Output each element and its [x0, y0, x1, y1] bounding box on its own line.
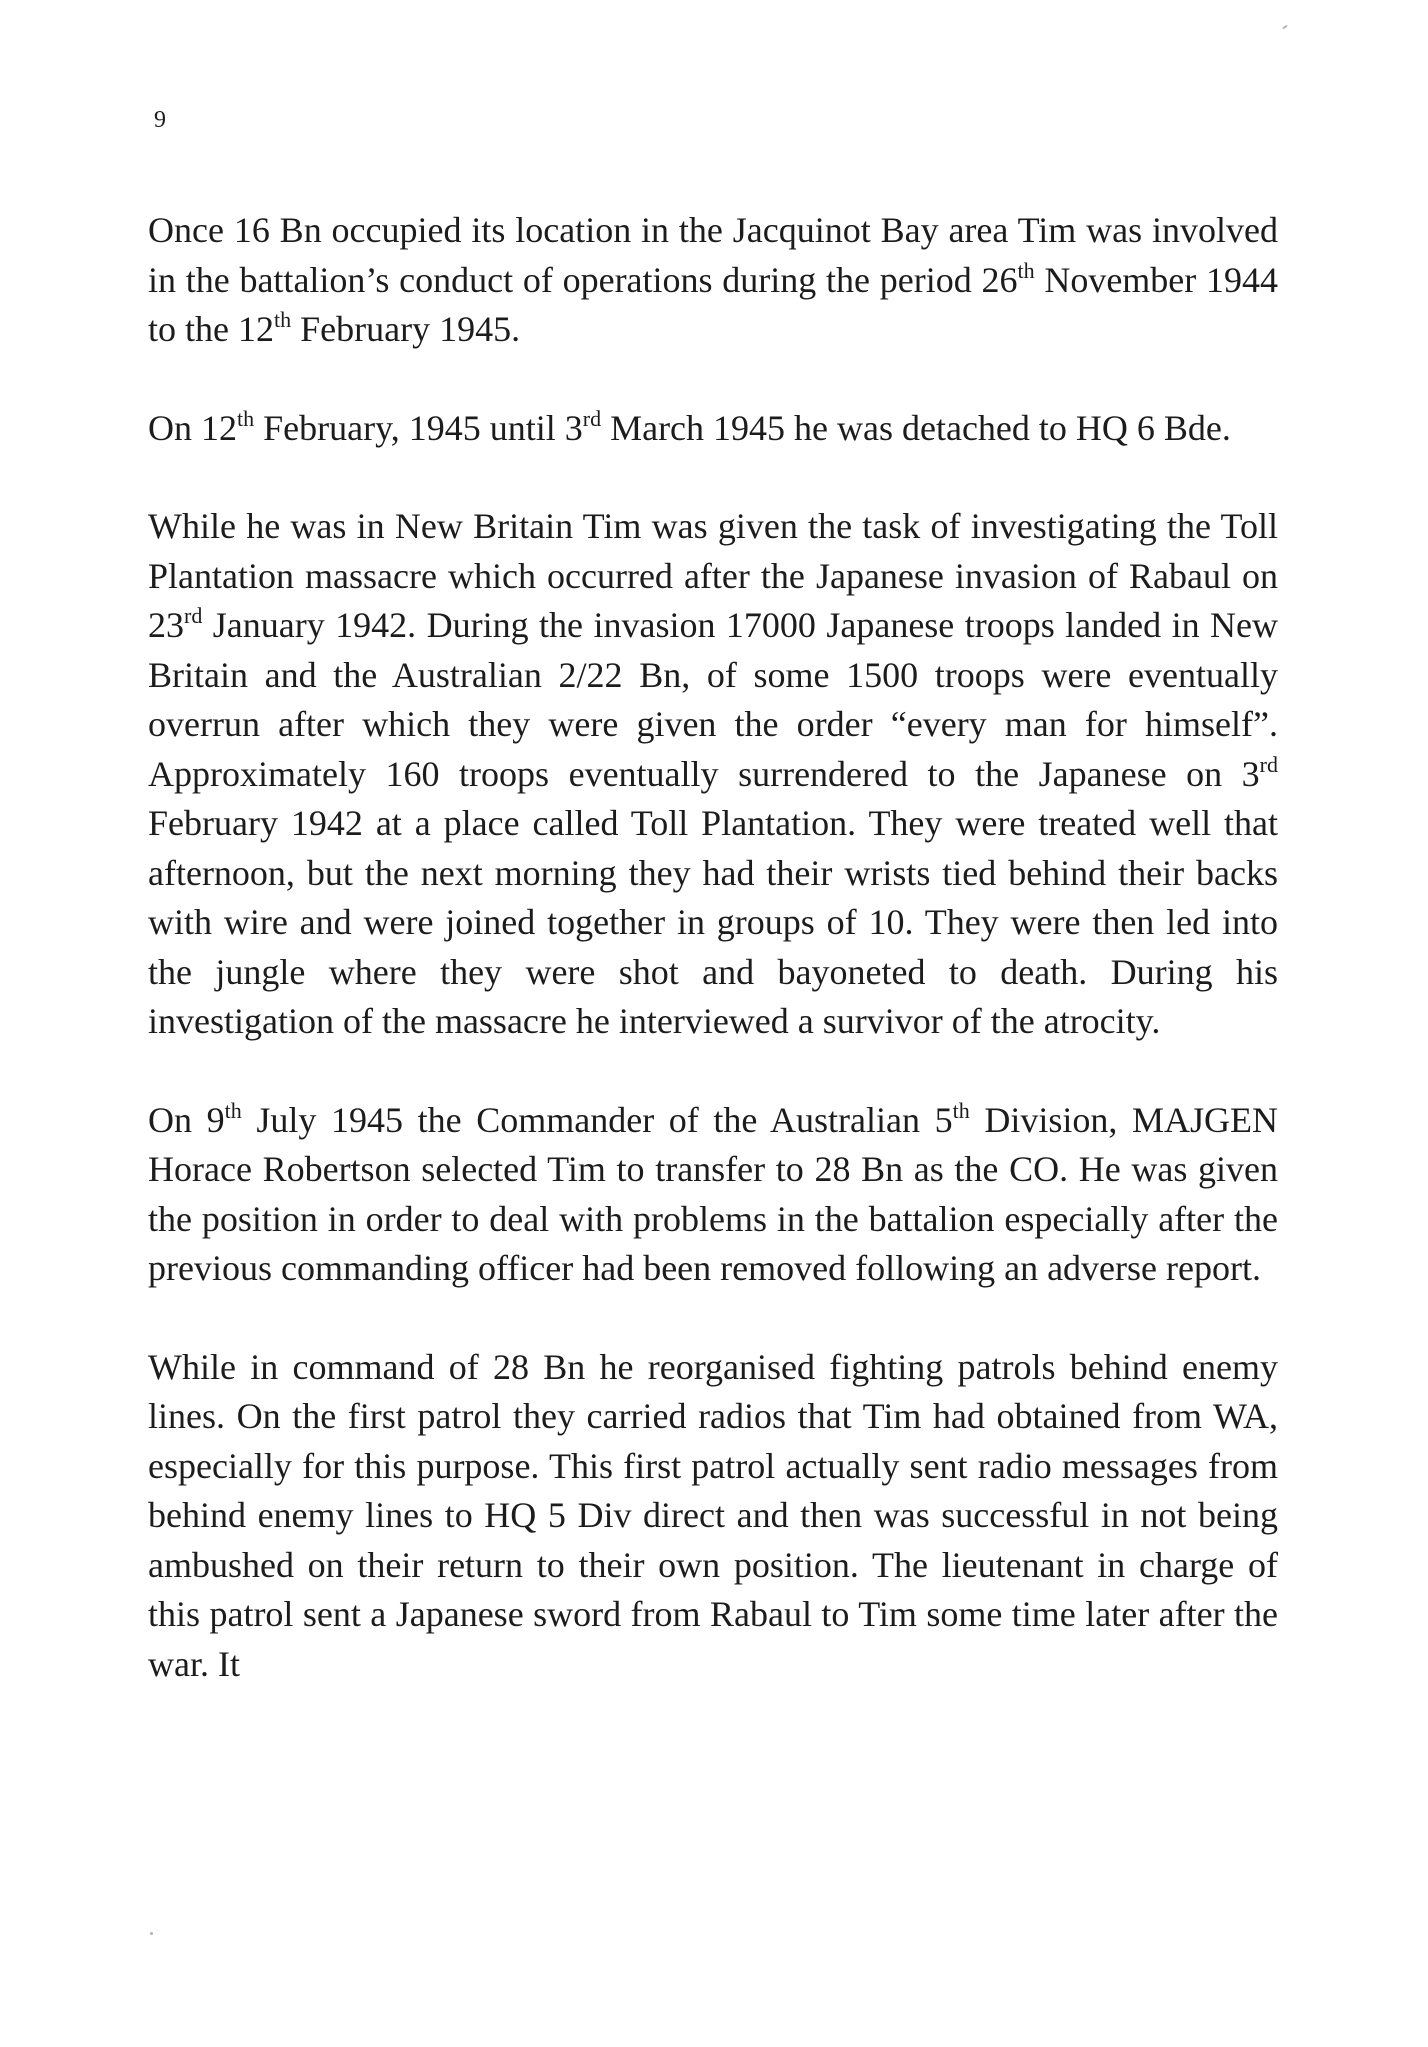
body-paragraph	[148, 206, 1278, 355]
paragraph-text: On 9	[148, 1099, 225, 1140]
paragraph-text: March 1945 he was detached to HQ 6 Bde.	[601, 407, 1231, 448]
body-paragraph	[148, 1096, 1278, 1294]
paragraph-text: While he was in New Britain Tim was given the task of investigating the Toll Plantation massacre which occurred after the Japanese invasion of Rabaul on 23	[148, 506, 1278, 645]
paragraph-text: On 12	[148, 407, 237, 448]
ordinal-suffix: th	[224, 1097, 242, 1123]
ordinal-suffix: rd	[184, 603, 203, 628]
document-body	[148, 206, 1278, 1689]
body-paragraph	[148, 502, 1278, 1047]
paragraph-text: November 1944 to the 12	[148, 259, 1278, 349]
paragraph-text: Once 16 Bn occupied its location in the Jacquinot Bay area Tim was involved in the battalion’s conduct of operations during the period 26	[148, 210, 1278, 300]
paragraph-text: Division, MAJGEN Horace Robertson selected Tim to transfer to 28 Bn as the CO. He was given the position in order to deal with problems in the battalion especially after the previous commanding officer had been removed following an adverse report.	[148, 1099, 1278, 1288]
page-number: 9	[154, 107, 166, 133]
body-paragraph	[148, 1343, 1278, 1690]
scan-speck-mark	[1282, 24, 1288, 29]
paragraph-text: While in command of 28 Bn he reorganised fighting patrols behind enemy lines. On the first patrol they carried radios that Tim had obtained from WA, especially for this purpose. This first patrol actually sent radio messages from behind enemy lines to HQ 5 Div direct and then was successful in not being ambushed on their return to their own position. The lieutenant in charge of this patrol sent a Japanese sword from Rabaul to Tim some time later after the war. It	[148, 1346, 1278, 1684]
scan-speck-mark	[150, 1932, 153, 1935]
paragraph-text: February 1942 at a place called Toll Plantation. They were treated well that afternoon, but the next morning they had their wrists tied behind their backs with wire and were joined together in groups of 10. They were then led into the jungle where they were shot and bayoneted to death. During his investigation of the massacre he interviewed a survivor of the atrocity.	[148, 803, 1278, 1041]
ordinal-suffix: th	[237, 405, 255, 431]
paragraph-text: July 1945 the Commander of the Australian 5	[241, 1099, 953, 1140]
ordinal-suffix: rd	[1259, 751, 1278, 777]
ordinal-suffix: th	[952, 1097, 970, 1123]
paragraph-text: January 1942. During the invasion 17000 Japanese troops landed in New Britain and the Australian 2/22 Bn, of some 1500 troops were eventually overrun after which they were given the order “every man for himself”. Approximately 160 troops eventually surrendered to the Japanese on 3	[148, 605, 1278, 794]
paragraph-text: February 1945.	[291, 309, 521, 349]
ordinal-suffix: th	[273, 307, 292, 332]
ordinal-suffix: th	[1017, 257, 1035, 283]
body-paragraph	[148, 404, 1278, 454]
paragraph-text: February, 1945 until 3	[254, 407, 583, 448]
ordinal-suffix: rd	[582, 405, 602, 431]
